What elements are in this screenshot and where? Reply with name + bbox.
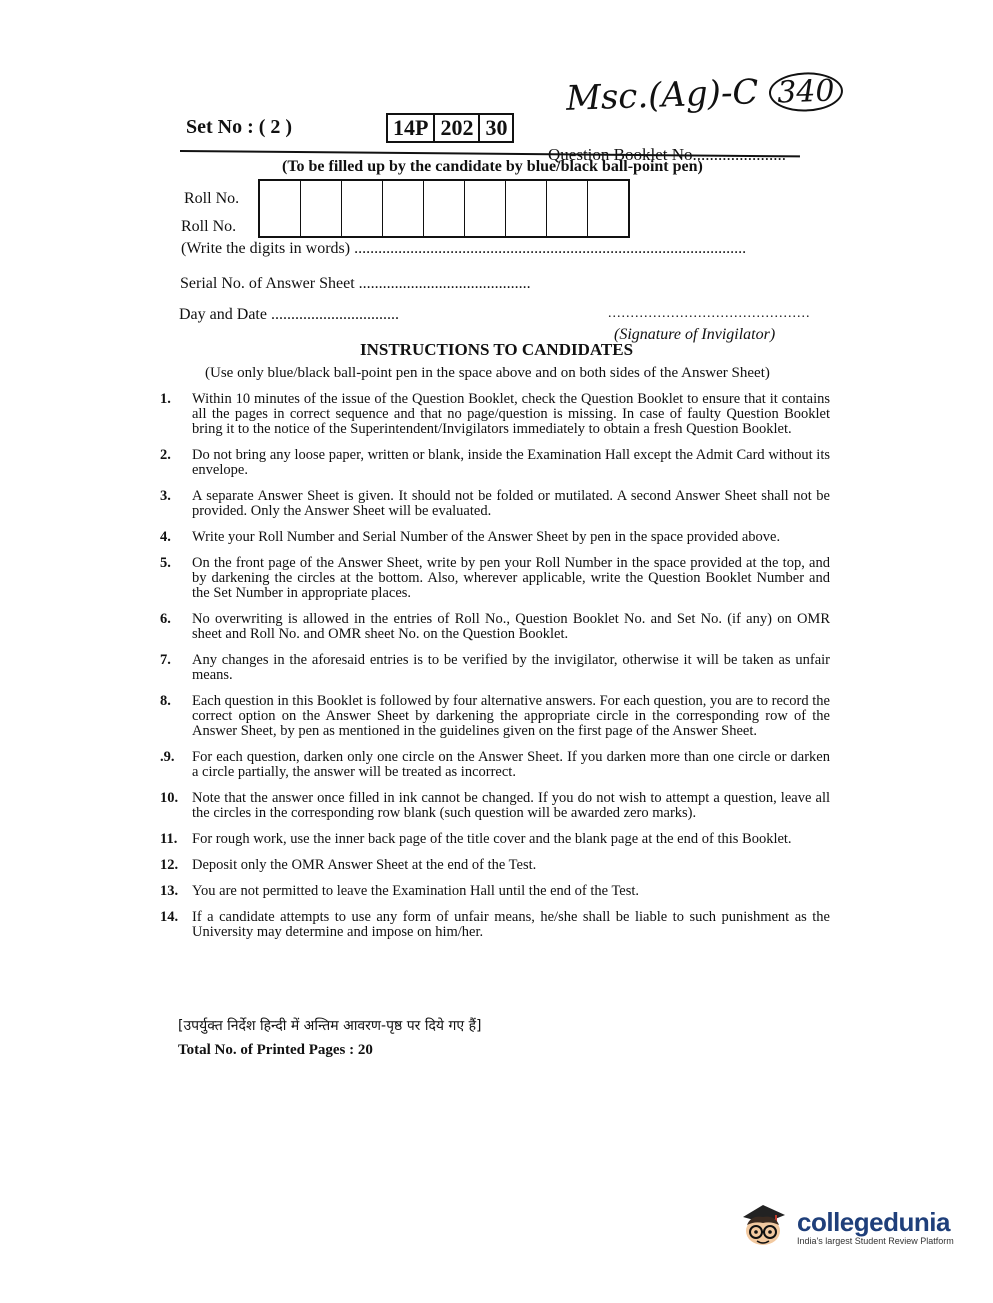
signature-label: (Signature of Invigilator) [614, 326, 776, 343]
list-item: 3. A separate Answer Sheet is given. It should not be folded or mutilated. A second Answer Sheet shall not be provided. Only the Answer Sheet will be evaluated. [160, 488, 830, 519]
handwritten-text: Msc.(Ag)-C [565, 72, 760, 119]
total-pages: Total No. of Printed Pages : 20 [178, 1042, 373, 1058]
list-item: .9. For each question, darken only one circle on the Answer Sheet. If you darken more than one circle or darken a circle partially, the answer will be treated as incorrect. [160, 749, 830, 780]
roll-no-label: Roll No. [184, 190, 240, 207]
handwritten-course-code [565, 69, 843, 120]
collegedunia-logo [735, 1197, 954, 1255]
roll-digit-box[interactable] [383, 181, 424, 236]
booklet-code [386, 113, 514, 143]
serial-no-field[interactable]: Serial No. of Answer Sheet ........................................... [180, 275, 531, 292]
code-part-3: 30 [480, 113, 514, 143]
list-item: 7. Any changes in the aforesaid entries is to be verified by the invigilator, otherwise it will be taken as unfair means. [160, 652, 830, 683]
list-item: 10. Note that the answer once filled in ink cannot be changed. If you do not wish to attempt a question, leave all the circles in the corresponding row blank (such question will be awarded zero marks). [160, 790, 830, 821]
set-number: Set No : ( 2 ) [186, 116, 293, 138]
mascot-icon [735, 1197, 791, 1255]
list-item: 8. Each question in this Booklet is followed by four alternative answers. For each question, you are to record the correct option on the Answer Sheet by darkening the appropriate circle in the corresponding row of the Answer Sheet, by pen as mentioned in the guidelines given on the first page of the Answer Sheet. [160, 693, 830, 739]
fill-note: (To be filled up by the candidate by blue/black ball-point pen) [282, 158, 703, 175]
code-part-2: 202 [435, 113, 480, 143]
roll-digit-box[interactable] [547, 181, 588, 236]
list-item: 12. Deposit only the OMR Answer Sheet at the end of the Test. [160, 857, 537, 873]
code-part-1: 14P [386, 113, 435, 143]
list-item: 14. If a candidate attempts to use any form of unfair means, he/she shall be liable to such punishment as the University may determine and impose on him/her. [160, 909, 830, 940]
question-booklet-no: Question Booklet No...................... [548, 145, 786, 164]
list-item: 13. You are not permitted to leave the Examination Hall until the end of the Test. [160, 883, 640, 899]
roll-no-words-field[interactable]: (Write the digits in words) .................................................................................................. [181, 240, 747, 257]
list-item: 1. Within 10 minutes of the issue of the Question Booklet, check the Question Booklet to ensure that it contains all the pages in correct sequence and that no page/question is missing. In case of faulty Question Booklet bring it to the notice of the Superintendent/Invigilators immediately to obtain a fresh Question Booklet. [160, 391, 830, 437]
roll-digit-box[interactable] [424, 181, 465, 236]
roll-no-boxes[interactable] [258, 179, 630, 238]
hindi-note: [उपर्युक्त निर्देश हिन्दी में अन्तिम आवरण-पृष्ठ पर दिये गए हैं] [178, 1018, 482, 1034]
roll-digit-box[interactable] [301, 181, 342, 236]
day-date-field[interactable]: Day and Date ................................ [179, 306, 399, 323]
roll-digit-box[interactable] [506, 181, 547, 236]
roll-digit-box[interactable] [342, 181, 383, 236]
signature-line: ............................................. [608, 306, 811, 321]
instruction-list [160, 392, 830, 951]
use-only-note: (Use only blue/black ball-point pen in the space above and on both sides of the Answer Sheet) [205, 365, 770, 381]
logo-name: collegedunia [797, 1206, 950, 1237]
list-item: 5. On the front page of the Answer Sheet, write by pen your Roll Number in the space provided at the top, and by darkening the circles at the bottom. Also, wherever applicable, write the Question Booklet Number and the Set Number in appropriate places. [160, 555, 830, 601]
roll-digit-box[interactable] [260, 181, 301, 236]
roll-no-words-label: Roll No. [181, 218, 237, 235]
list-item: 4. Write your Roll Number and Serial Number of the Answer Sheet by pen in the space provided above. [160, 529, 781, 545]
roll-digit-box[interactable] [465, 181, 506, 236]
logo-tagline: India's largest Student Review Platform [797, 1235, 954, 1246]
instructions-title: INSTRUCTIONS TO CANDIDATES [360, 340, 634, 359]
list-item: 2. Do not bring any loose paper, written or blank, inside the Examination Hall except the Admit Card without its envelope. [160, 447, 830, 478]
roll-digit-box[interactable] [588, 181, 628, 236]
handwritten-circled-number: 340 [769, 71, 844, 113]
list-item: 6. No overwriting is allowed in the entries of Roll No., Question Booklet No. and Set No. (if any) on OMR sheet and Roll No. and OMR sheet No. on the Question Booklet. [160, 611, 830, 642]
list-item: 11. For rough work, use the inner back page of the title cover and the blank page at the end of this Booklet. [160, 831, 792, 847]
